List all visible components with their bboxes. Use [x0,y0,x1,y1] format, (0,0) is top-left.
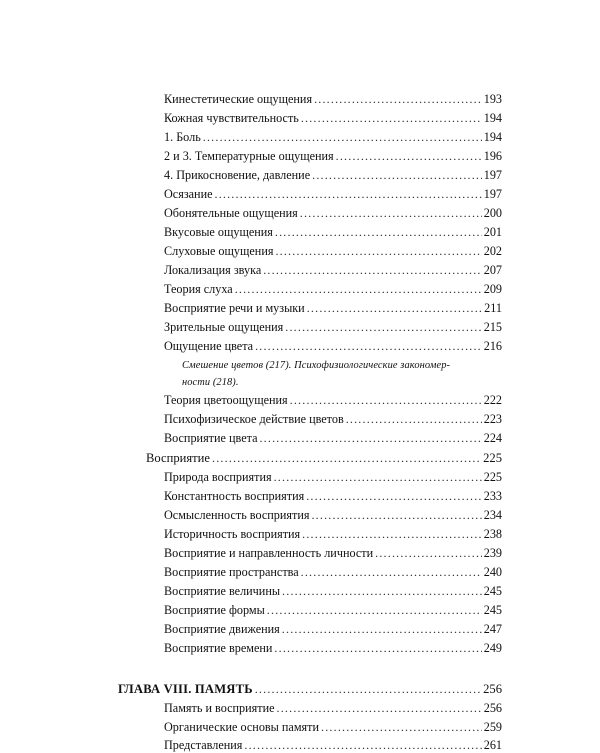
dot-leader [235,283,482,295]
toc-entry [164,111,502,126]
toc-entry [164,206,502,221]
toc-entry-title: Восприятие речи и музыки [164,301,305,315]
dot-leader [212,452,481,464]
toc-entry-title: Восприятие времени [164,641,273,655]
toc-entry-page: 245 [483,584,502,598]
toc-entry-title: 4. Прикосновение, давление [164,168,311,182]
toc-entry-title: Восприятие и направленность личности [164,546,374,560]
toc-entry-title: Теория слуха [164,282,233,296]
toc-entry-page: 245 [483,603,502,617]
toc-entry-page: 194 [483,130,502,144]
toc-entry-title: Восприятие величины [164,584,281,598]
toc-entry-page: 222 [483,393,502,407]
dot-leader [302,528,482,540]
toc-entry-page: 197 [483,187,502,201]
dot-leader [375,547,482,559]
toc-entry-page: 256 [483,701,502,715]
toc-entry-page: 202 [483,244,502,258]
toc-entry-title: Осязание [164,187,213,201]
toc-entry-page: 249 [483,641,502,655]
toc-chapter [118,682,502,697]
dot-leader [307,302,482,314]
toc-entry-page: 225 [483,470,502,484]
toc-entry [164,508,502,523]
toc-entry-page: 216 [483,339,502,353]
toc-entry-page: 194 [483,111,502,125]
toc-entry-title: Восприятие пространства [164,565,299,579]
toc-entry [164,187,502,202]
dot-leader [301,566,482,578]
toc-entry [164,738,502,753]
toc-entry-page: 239 [483,546,502,560]
dot-leader [255,683,481,695]
toc-entry [164,263,502,278]
dot-leader [244,739,481,751]
toc-entry-page: 261 [483,738,502,752]
toc-entry-title: Вкусовые ощущения [164,225,273,239]
toc-subnote-line: Смешение цветов (217). Психофизиологические закономер- [182,360,451,371]
dot-leader [314,93,482,105]
toc-entry [164,527,502,542]
dot-leader [285,321,481,333]
toc-entry-page: 193 [483,92,502,106]
toc-entry [164,584,502,599]
toc-entry [164,320,502,335]
toc-entry-title: Ощущение цвета [164,339,254,353]
dot-leader [275,226,482,238]
toc-entry [164,225,502,240]
toc-section-title: Восприятие [146,451,211,465]
toc-entry [164,641,502,656]
dot-leader [300,207,482,219]
toc-entry-title: Психофизическое действие цветов [164,412,344,426]
toc-entry [164,301,502,316]
dot-leader [275,245,481,257]
toc-entry [164,412,502,427]
dot-leader [274,642,481,654]
toc-entry-title: Константность восприятия [164,489,305,503]
toc-entry-title: Обонятельные ощущения [164,206,298,220]
toc-entry-page: 197 [483,168,502,182]
dot-leader [306,490,482,502]
toc-entry-title: Осмысленность восприятия [164,508,310,522]
toc-entry-title: Локализация звука [164,263,262,277]
toc-entry-title: Слуховые ощущения [164,244,274,258]
toc-entry-page: 233 [483,489,502,503]
toc-entry [164,720,502,735]
toc-entry-title: Восприятие движения [164,622,280,636]
dot-leader [267,604,482,616]
dot-leader [215,188,482,200]
toc-entry [164,546,502,561]
toc-entry-page: 207 [483,263,502,277]
toc-entry [164,622,502,637]
dot-leader [311,509,481,521]
toc-entry [164,393,502,408]
toc-subnote-line: ности (218). [182,377,239,388]
dot-leader [259,432,481,444]
toc-chapter-page: 256 [483,682,502,696]
toc-entry-title: 1. Боль [164,130,201,144]
dot-leader [282,585,482,597]
dot-leader [255,340,482,352]
toc-entry [164,282,502,297]
toc-entry-page: 223 [483,412,502,426]
toc-entry-title: Теория цветоощущения [164,393,288,407]
toc-section-page: 225 [483,451,502,465]
toc-entry-page: 247 [483,622,502,636]
toc-entry-page: 234 [483,508,502,522]
toc-entry-page: 238 [483,527,502,541]
toc-entry [164,470,502,485]
toc-entry [164,489,502,504]
toc-entry-page: 215 [483,320,502,334]
dot-leader [263,264,481,276]
toc-entry [164,431,502,446]
toc-entry [164,603,502,618]
toc-entry-title: Кинестетические ощущения [164,92,313,106]
toc-entry-page: 200 [483,206,502,220]
dot-leader [301,112,482,124]
toc-entry-page: 259 [483,720,502,734]
toc-entry [164,565,502,580]
toc-entry [164,339,502,354]
toc-chapter-title: ГЛАВА VIII. ПАМЯТЬ [118,682,253,696]
dot-leader [321,721,482,733]
dot-leader [274,471,482,483]
toc-entry-title: Память и восприятие [164,701,275,715]
toc-entry [164,244,502,259]
toc-entry-title: Органические основы памяти [164,720,320,734]
toc-entry-title: Представления [164,738,243,752]
dot-leader [312,169,482,181]
toc-entry-page: 224 [483,431,502,445]
toc-entry-title: Историчность восприятия [164,527,301,541]
dot-leader [336,150,482,162]
toc-entry-title: Природа восприятия [164,470,272,484]
dot-leader [203,131,482,143]
dot-leader [282,623,482,635]
toc-entry-page: 201 [483,225,502,239]
toc-entry [164,92,502,107]
toc-entry-title: 2 и 3. Температурные ощущения [164,149,334,163]
toc-entry-title: Кожная чувствительность [164,111,299,125]
toc-entry [164,168,502,183]
toc-entry [164,130,502,145]
toc-entry [164,701,502,716]
toc-entry-page: 240 [483,565,502,579]
toc-entry [164,149,502,164]
toc-entry-title: Зрительные ощущения [164,320,284,334]
toc-entry-title: Восприятие цвета [164,431,258,445]
toc-entry-title: Восприятие формы [164,603,265,617]
dot-leader [290,394,482,406]
dot-leader [277,702,482,714]
toc-entry-page: 211 [484,301,502,315]
toc-entry-page: 209 [483,282,502,296]
toc-entry-page: 196 [483,149,502,163]
dot-leader [346,413,482,425]
toc-section [146,451,502,466]
